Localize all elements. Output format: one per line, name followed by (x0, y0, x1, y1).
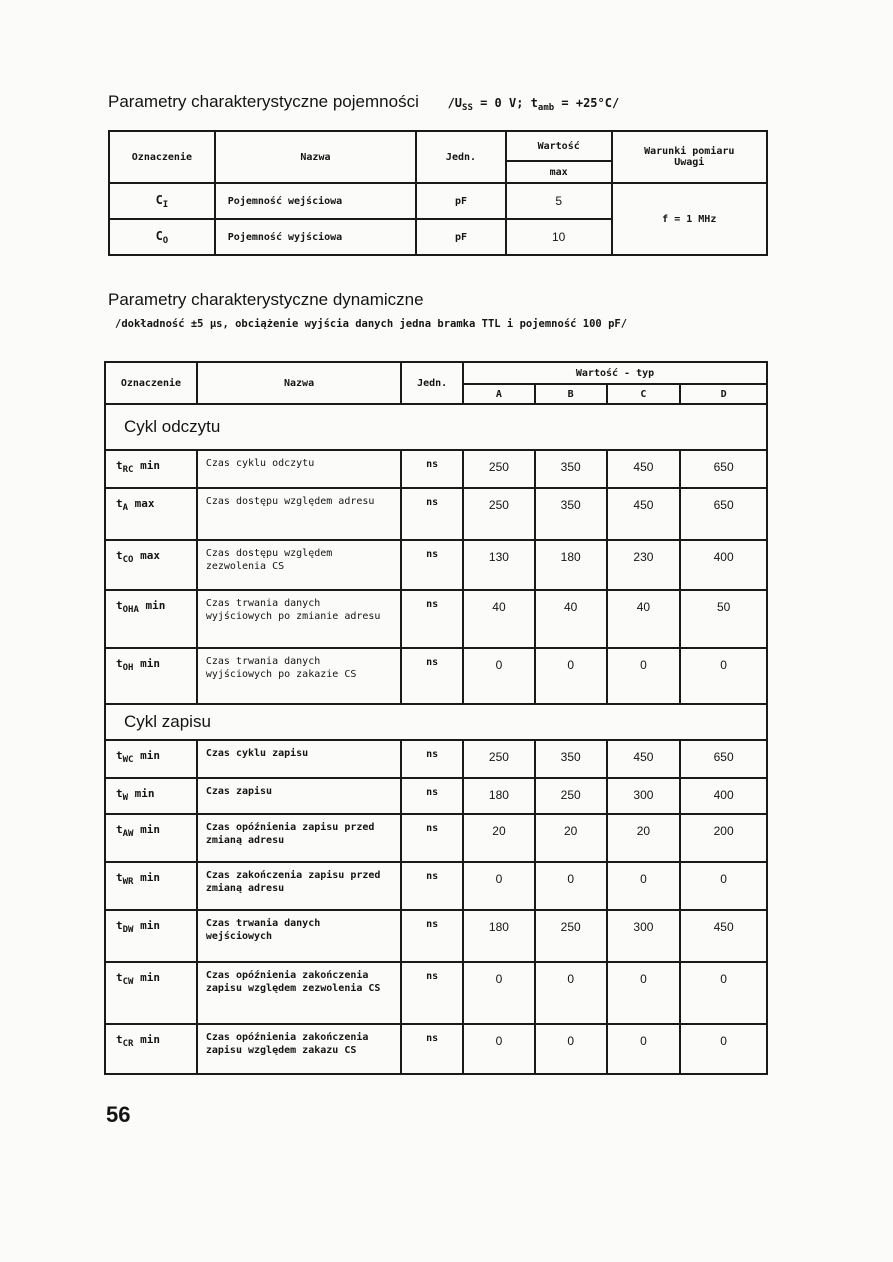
value-cell: 450 (607, 488, 681, 540)
value-cell: 650 (680, 740, 767, 778)
unit-cell: ns (401, 910, 463, 962)
section-row-read (105, 404, 767, 450)
description-cell: Czas dostępu względem adresu (197, 488, 401, 540)
value-cell: 350 (535, 740, 607, 778)
value-cell: 0 (680, 648, 767, 704)
description-cell: Czas opóźnienia zakończenia zapisu względem zezwolenia CS (197, 962, 401, 1024)
unit-cell: ns (401, 1024, 463, 1074)
symbol-cell: $t_W$ min (105, 778, 197, 814)
description-cell: Czas cyklu odczytu (197, 450, 401, 488)
unit-cell: ns (401, 740, 463, 778)
description-cell: Czas trwania danych wyjściowych po zakazie CS (197, 648, 401, 704)
description-cell: Czas opóźnienia zapisu przed zmianą adresu (197, 814, 401, 862)
symbol-cell: $t_{CW}$ min (105, 962, 197, 1024)
value-cell: 0 (535, 648, 607, 704)
unit-cell: pF (416, 183, 506, 219)
value-cell: 250 (535, 778, 607, 814)
section-title-capacitance (108, 92, 619, 113)
value-cell: 0 (607, 862, 681, 910)
value-cell: 300 (607, 910, 681, 962)
value-cell: 0 (535, 962, 607, 1024)
measurement-conditions: $/U_{SS} = 0$ V; $t_{amb} = +25^\circ C/$ (447, 96, 620, 113)
value-cell: 0 (463, 962, 535, 1024)
header-col-d: D (680, 384, 767, 404)
symbol-cell: $t_{OHA}$ min (105, 590, 197, 648)
unit-cell: ns (401, 962, 463, 1024)
value-cell: 450 (680, 910, 767, 962)
value-cell: 0 (463, 1024, 535, 1074)
table-row (105, 740, 767, 778)
header-symbol: Oznaczenie (109, 131, 215, 183)
header-col-c: C (607, 384, 681, 404)
section-title-dynamic: Parametry charakterystyczne dynamiczne (108, 290, 424, 309)
unit-cell: ns (401, 814, 463, 862)
header-value-max: max (506, 161, 612, 183)
value-cell: 450 (607, 740, 681, 778)
table-row (105, 962, 767, 1024)
header-col-a: A (463, 384, 535, 404)
description-cell: Czas zakończenia zapisu przed zmianą adresu (197, 862, 401, 910)
dynamic-parameters-table (104, 361, 768, 1075)
value-cell: 400 (680, 778, 767, 814)
value-cell: 350 (535, 450, 607, 488)
value-cell: 5 (506, 183, 612, 219)
value-cell: 0 (607, 962, 681, 1024)
value-cell: 0 (535, 1024, 607, 1074)
value-cell: 180 (535, 540, 607, 590)
section-title-text: Parametry charakterystyczne pojemności (108, 92, 419, 111)
header-value: Wartość - typ (463, 362, 767, 384)
table-row (105, 648, 767, 704)
symbol-cell: $t_{DW}$ min (105, 910, 197, 962)
value-cell: 300 (607, 778, 681, 814)
capacitance-table (108, 130, 768, 256)
value-cell: 250 (463, 740, 535, 778)
header-conditions: Warunki pomiaru Uwagi (612, 131, 767, 183)
unit-cell: ns (401, 862, 463, 910)
table-row (105, 1024, 767, 1074)
value-cell: 0 (680, 962, 767, 1024)
value-cell: 0 (680, 862, 767, 910)
symbol-cell: $t_{RC}$ min (105, 450, 197, 488)
value-cell: 650 (680, 488, 767, 540)
table-row (105, 814, 767, 862)
write-cycle-label: Cykl zapisu (105, 704, 767, 740)
unit-cell: ns (401, 540, 463, 590)
name-cell: Pojemność wyjściowa (215, 219, 416, 255)
symbol-cell: $t_A$ max (105, 488, 197, 540)
description-cell: Czas trwania danych wejściowych (197, 910, 401, 962)
dynamic-conditions-note: /dokładność ±5 μs, obciążenie wyjścia danych jedna bramka TTL i pojemność 100 pF/ (115, 318, 628, 330)
symbol-cell: $C_O$ (109, 219, 215, 255)
table-row (105, 540, 767, 590)
read-cycle-rows (105, 450, 767, 704)
header-unit: Jedn. (401, 362, 463, 404)
value-cell: 180 (463, 778, 535, 814)
table-row (105, 778, 767, 814)
value-cell: 350 (535, 488, 607, 540)
header-name: Nazwa (197, 362, 401, 404)
header-unit: Jedn. (416, 131, 506, 183)
unit-cell: ns (401, 590, 463, 648)
read-cycle-label: Cykl odczytu (105, 404, 767, 450)
header-symbol: Oznaczenie (105, 362, 197, 404)
symbol-cell: $t_{CR}$ min (105, 1024, 197, 1074)
value-cell: 0 (535, 862, 607, 910)
symbol-cell: $C_I$ (109, 183, 215, 219)
symbol-cell: $t_{OH}$ min (105, 648, 197, 704)
symbol-cell: $t_{WC}$ min (105, 740, 197, 778)
table-row (105, 450, 767, 488)
value-cell: 130 (463, 540, 535, 590)
description-cell: Czas opóźnienia zakończenia zapisu względem zakazu CS (197, 1024, 401, 1074)
symbol-cell: $t_{WR}$ min (105, 862, 197, 910)
table-row (109, 183, 767, 219)
table-row (105, 910, 767, 962)
description-cell: Czas zapisu (197, 778, 401, 814)
value-cell: 50 (680, 590, 767, 648)
value-cell: 40 (535, 590, 607, 648)
section-row-write (105, 704, 767, 740)
value-cell: 0 (463, 648, 535, 704)
conditions-cell: f = 1 MHz (612, 183, 767, 255)
value-cell: 20 (535, 814, 607, 862)
unit-cell: pF (416, 219, 506, 255)
description-cell: Czas dostępu względem zezwolenia CS (197, 540, 401, 590)
symbol-cell: $t_{AW}$ min (105, 814, 197, 862)
table-row (105, 862, 767, 910)
header-col-b: B (535, 384, 607, 404)
description-cell: Czas trwania danych wyjściowych po zmianie adresu (197, 590, 401, 648)
value-cell: 250 (463, 488, 535, 540)
value-cell: 40 (607, 590, 681, 648)
name-cell: Pojemność wejściowa (215, 183, 416, 219)
description-cell: Czas cyklu zapisu (197, 740, 401, 778)
header-value: Wartość (506, 131, 612, 161)
value-cell: 10 (506, 219, 612, 255)
value-cell: 20 (607, 814, 681, 862)
value-cell: 40 (463, 590, 535, 648)
write-cycle-rows (105, 740, 767, 1074)
page-number: 56 (106, 1102, 131, 1127)
unit-cell: ns (401, 648, 463, 704)
header-name: Nazwa (215, 131, 416, 183)
unit-cell: ns (401, 488, 463, 540)
value-cell: 450 (607, 450, 681, 488)
value-cell: 230 (607, 540, 681, 590)
value-cell: 250 (535, 910, 607, 962)
table-row (105, 488, 767, 540)
value-cell: 650 (680, 450, 767, 488)
symbol-cell: $t_{CO}$ max (105, 540, 197, 590)
value-cell: 0 (607, 1024, 681, 1074)
value-cell: 180 (463, 910, 535, 962)
unit-cell: ns (401, 450, 463, 488)
value-cell: 0 (463, 862, 535, 910)
value-cell: 0 (607, 648, 681, 704)
value-cell: 20 (463, 814, 535, 862)
table-row (105, 590, 767, 648)
value-cell: 200 (680, 814, 767, 862)
unit-cell: ns (401, 778, 463, 814)
value-cell: 250 (463, 450, 535, 488)
value-cell: 400 (680, 540, 767, 590)
value-cell: 0 (680, 1024, 767, 1074)
